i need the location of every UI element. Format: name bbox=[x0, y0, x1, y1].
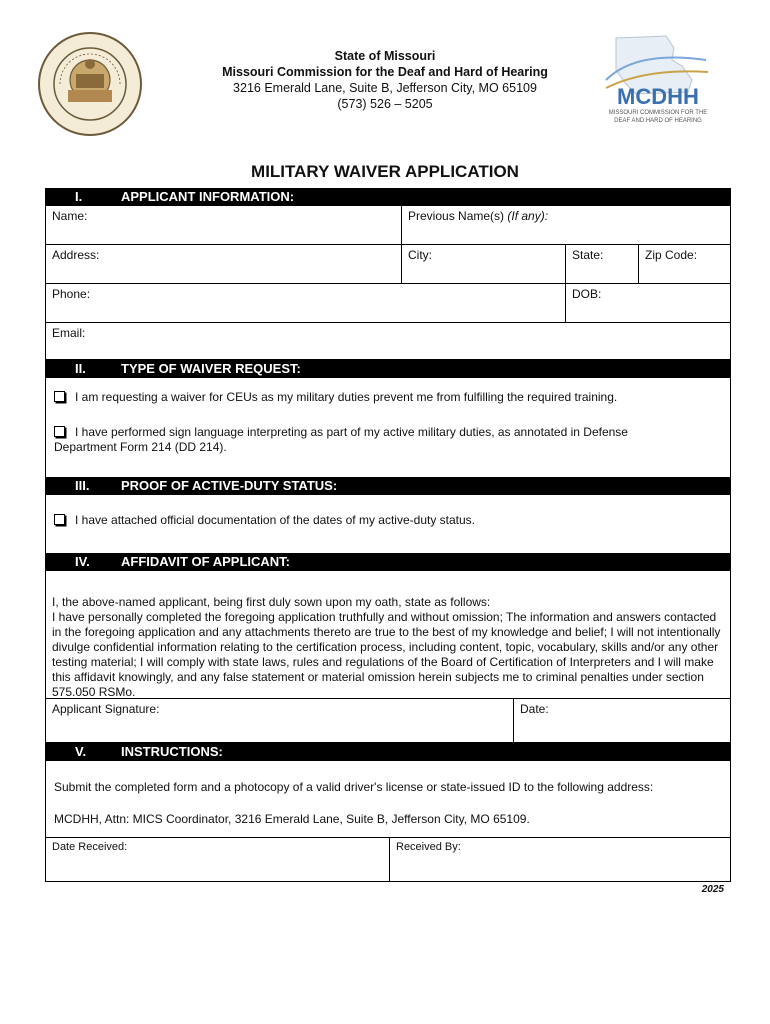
page-title: MILITARY WAIVER APPLICATION bbox=[251, 162, 519, 181]
instructions-line-2: MCDHH, Attn: MICS Coordinator, 3216 Emerald Lane, Suite B, Jefferson City, MO 65109. bbox=[54, 812, 530, 826]
section-header-affidavit bbox=[45, 553, 731, 571]
if-any-label: (If any): bbox=[507, 209, 549, 223]
section-header-applicant bbox=[45, 188, 731, 206]
name-field[interactable] bbox=[46, 206, 401, 244]
phone-field[interactable] bbox=[46, 284, 565, 322]
waiver-option-dd214-text-2: Department Form 214 (DD 214). bbox=[54, 440, 227, 454]
header-address: 3216 Emerald Lane, Suite B, Jefferson City, MO 65109 bbox=[233, 81, 537, 95]
previous-names-field[interactable] bbox=[401, 206, 730, 244]
section-header-proof bbox=[45, 477, 731, 495]
address-label: Address: bbox=[52, 248, 100, 262]
logo-sub1: MISSOURI COMMISSION FOR THE bbox=[608, 110, 708, 116]
header-state: State of Missouri bbox=[334, 49, 436, 63]
section-number: V. bbox=[75, 744, 87, 759]
dob-label: DOB: bbox=[572, 287, 602, 301]
section-header-instructions bbox=[45, 743, 731, 761]
section-label: PROOF OF ACTIVE-DUTY STATUS: bbox=[121, 478, 338, 493]
name-label: Name: bbox=[52, 209, 88, 223]
email-label: Email: bbox=[52, 326, 86, 340]
date-received-field[interactable] bbox=[46, 838, 389, 881]
section-label: APPLICANT INFORMATION: bbox=[121, 189, 295, 204]
waiver-option-dd214-text-1: I have performed sign language interpreting as part of my active military duties, as annotated in Defense bbox=[75, 425, 628, 439]
date-label: Date: bbox=[520, 702, 549, 716]
affidavit-intro: I, the above-named applicant, being first duly sown upon my oath, state as follows: bbox=[52, 595, 491, 609]
section-number: II. bbox=[75, 361, 86, 376]
affidavit-text bbox=[45, 571, 731, 699]
checkbox-icon[interactable] bbox=[54, 514, 65, 525]
instructions-body bbox=[45, 761, 731, 838]
affidavit-body: I have personally completed the foregoing application truthfully and without omission; The information and answers contacted in the foregoing application and any attachments thereto are true to the best of my knowledge and belief; I will not intentionally divulge confidential information relating to the certification process, including content, topic, vocabulary, skills and/or any other testing material; I will comply with state laws, rules and regulations of the Board of Certification of Interpreters and I will make this affidavit knowingly, and any false statement or material omission herein subjects me to criminal penalties under section 575.050 RSMo. bbox=[52, 610, 721, 699]
phone-label: Phone: bbox=[52, 287, 91, 301]
section-label: AFFIDAVIT OF APPLICANT: bbox=[121, 554, 290, 569]
date-received-label: Date Received: bbox=[52, 841, 128, 853]
section-header-waiver bbox=[45, 360, 731, 378]
received-by-field[interactable] bbox=[389, 838, 730, 881]
section-label: INSTRUCTIONS: bbox=[121, 744, 223, 759]
section-number: IV. bbox=[75, 554, 90, 569]
section-number: I. bbox=[75, 189, 83, 204]
address-field[interactable] bbox=[46, 245, 401, 283]
logo-sub2: DEAF AND HARD OF HEARING bbox=[614, 118, 702, 124]
waiver-option-ceu[interactable] bbox=[54, 390, 617, 405]
date-field[interactable] bbox=[513, 699, 730, 742]
received-by-label: Received By: bbox=[396, 841, 461, 853]
checkbox-icon[interactable] bbox=[54, 426, 65, 437]
logo-abbr: MCDHH bbox=[617, 84, 699, 109]
state-label: State: bbox=[572, 248, 604, 262]
previous-names-label: Previous Name(s) bbox=[408, 209, 505, 223]
header-commission: Missouri Commission for the Deaf and Hard of Hearing bbox=[222, 65, 548, 79]
proof-options bbox=[45, 495, 731, 553]
proof-option-text: I have attached official documentation of the dates of my active-duty status. bbox=[75, 513, 476, 527]
letterhead bbox=[0, 48, 770, 112]
proof-option-documentation[interactable] bbox=[54, 513, 475, 528]
state-field[interactable] bbox=[565, 245, 638, 283]
city-label: City: bbox=[408, 248, 432, 262]
waiver-option-ceu-text: I am requesting a waiver for CEUs as my military duties prevent me from fulfilling the required training. bbox=[75, 390, 618, 404]
section-label: TYPE OF WAIVER REQUEST: bbox=[121, 361, 301, 376]
signature-label: Applicant Signature: bbox=[52, 702, 160, 716]
email-field[interactable] bbox=[46, 323, 730, 359]
checkbox-icon[interactable] bbox=[54, 391, 65, 402]
footer-year: 2025 bbox=[701, 884, 724, 895]
waiver-options bbox=[45, 378, 731, 477]
instructions-line-1: Submit the completed form and a photocopy of a valid driver's license or state-issued ID to the following address: bbox=[54, 780, 654, 794]
dob-field[interactable] bbox=[565, 284, 730, 322]
signature-field[interactable] bbox=[46, 699, 513, 742]
city-field[interactable] bbox=[401, 245, 565, 283]
section-number: III. bbox=[75, 478, 90, 493]
zip-label: Zip Code: bbox=[645, 248, 698, 262]
waiver-option-dd214[interactable] bbox=[54, 425, 722, 455]
application-form bbox=[45, 188, 731, 882]
header-phone: (573) 526 – 5205 bbox=[337, 97, 433, 111]
zip-field[interactable] bbox=[638, 245, 730, 283]
